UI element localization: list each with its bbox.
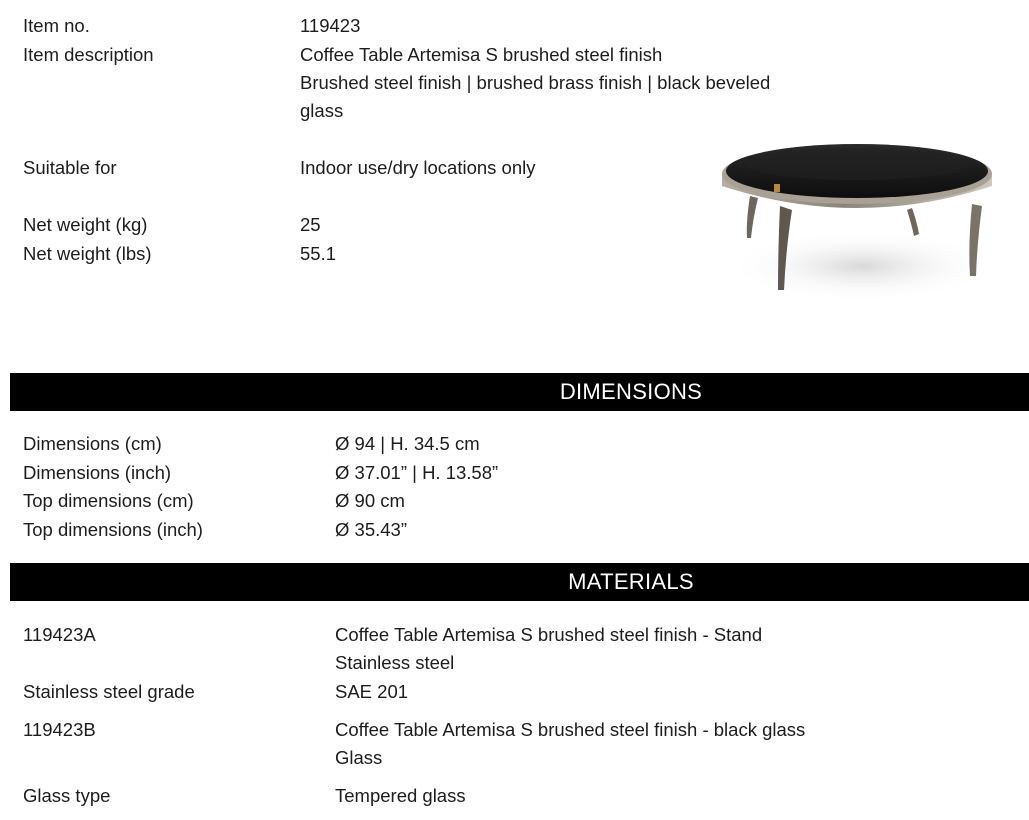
item-description-line-2: Brushed steel finish | brushed brass finish | black beveled [300,72,771,93]
dimensions-row-label: Dimensions (cm) [23,433,162,454]
dimensions-row-label: Top dimensions (inch) [23,519,203,540]
suitable-for-value: Indoor use/dry locations only [300,157,536,178]
steel-grade-value: SAE 201 [335,681,409,702]
net-weight-lbs-label: Net weight (lbs) [23,243,152,264]
item-no-label: Item no. [23,15,90,36]
dimensions-row-label: Dimensions (inch) [23,462,172,483]
item-description-line-3: glass [300,100,344,121]
dimensions-row-value: Ø 94 | H. 34.5 cm [335,433,480,454]
net-weight-lbs-value: 55.1 [300,243,337,264]
glass-type-label: Glass type [23,785,111,806]
dimensions-header [10,373,1029,411]
material-b-line-1: Coffee Table Artemisa S brushed steel finish - black glass [335,719,806,740]
dimensions-row-value: Ø 90 cm [335,490,405,511]
item-description-line-1: Coffee Table Artemisa S brushed steel finish [300,44,663,65]
materials-heading: MATERIALS [568,569,694,594]
product-image [712,126,1002,310]
suitable-for-label: Suitable for [23,157,117,178]
material-a-line-1: Coffee Table Artemisa S brushed steel finish - Stand [335,624,763,645]
material-b-code: 119423B [23,719,96,740]
material-a-code: 119423A [23,624,96,645]
material-b-line-2: Glass [335,747,383,768]
glass-type-value: Tempered glass [335,785,466,806]
materials-header [10,563,1029,601]
dimensions-row-value: Ø 37.01” | H. 13.58” [335,462,499,483]
net-weight-kg-label: Net weight (kg) [23,214,148,235]
material-a-line-2: Stainless steel [335,652,455,673]
dimensions-row-label: Top dimensions (cm) [23,490,194,511]
dimensions-heading: DIMENSIONS [559,379,703,404]
item-no-value: 119423 [300,15,361,36]
item-description-label: Item description [23,44,154,65]
net-weight-kg-value: 25 [300,214,321,235]
steel-grade-label: Stainless steel grade [23,681,195,702]
dimensions-row-value: Ø 35.43” [335,519,407,540]
